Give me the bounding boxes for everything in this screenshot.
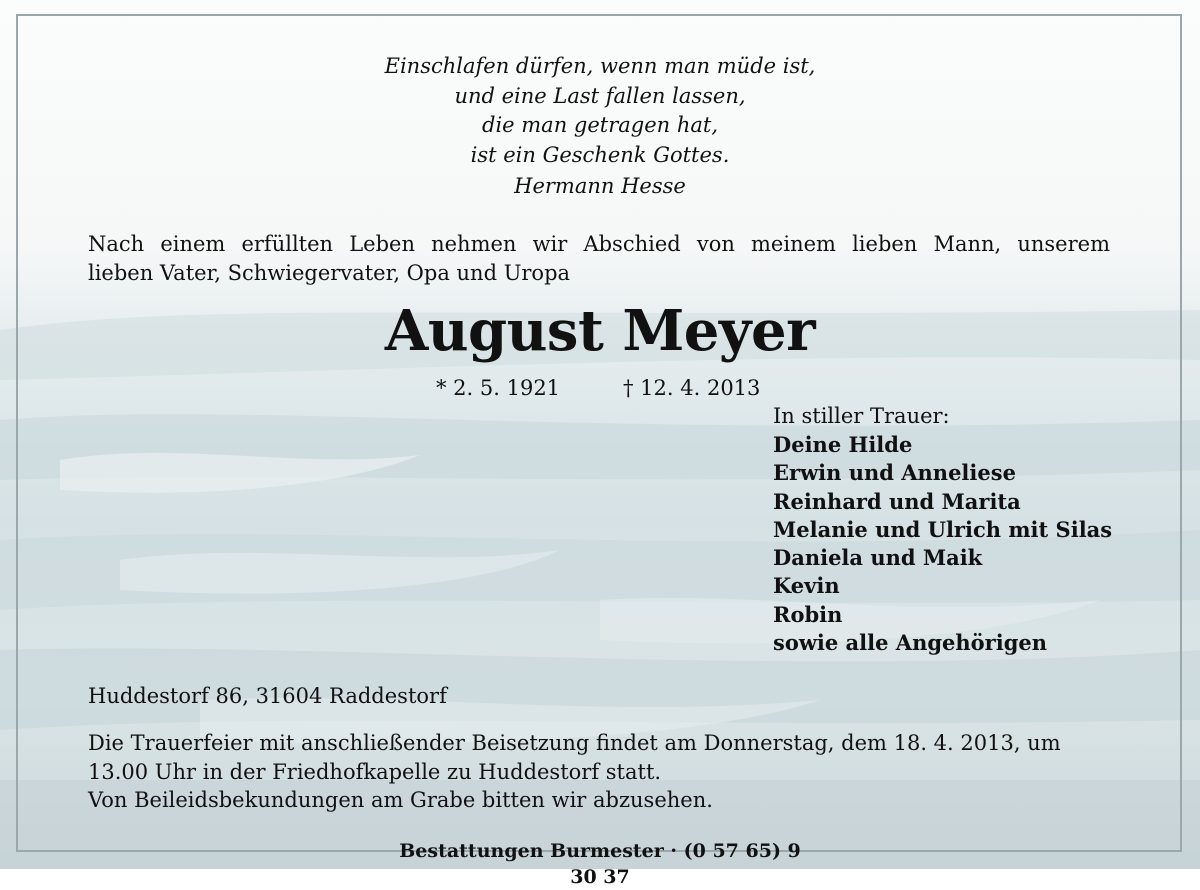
mourner-name: Daniela und Maik xyxy=(773,545,983,571)
poem-line: ist ein Geschenk Gottes. xyxy=(470,142,730,167)
mourner-name: Erwin und Anneliese xyxy=(773,460,1016,486)
mourner-name: Kevin xyxy=(773,573,840,599)
intro-text xyxy=(88,230,1110,288)
deceased-name: August Meyer xyxy=(384,298,816,364)
death-date: † 12. 4. 2013 xyxy=(623,376,761,400)
poem xyxy=(300,52,900,170)
poem-line: und eine Last fallen lassen, xyxy=(454,83,746,108)
funeral-home-footer: Bestattungen Burmester · (0 57 65) 9 30 37 xyxy=(399,840,801,888)
mourners-heading: In stiller Trauer: xyxy=(773,404,950,428)
service-line: Von Beileidsbekundungen am Grabe bitten wir abzusehen. xyxy=(88,788,713,812)
mourner-name: Robin xyxy=(773,601,843,627)
service-line: 13.00 Uhr in der Friedhofkapelle zu Huddestorf statt. xyxy=(88,759,662,784)
intro-line: lieben Vater, Schwiegervater, Opa und Uropa xyxy=(88,261,571,285)
birth-date: * 2. 5. 1921 xyxy=(436,376,561,400)
funeral-service-info xyxy=(88,729,1148,815)
poem-line: die man getragen hat, xyxy=(482,113,718,137)
mourner-name: sowie alle Angehörigen xyxy=(773,630,1048,656)
mourner-name: Reinhard und Marita xyxy=(773,488,1021,514)
mourners-list xyxy=(773,431,1112,657)
mourner-name: Melanie und Ulrich mit Silas xyxy=(773,516,1113,542)
intro-line: Nach einem erfüllten Leben nehmen wir Abschied von meinem lieben Mann, unserem xyxy=(88,232,1110,256)
mourner-name: Deine Hilde xyxy=(773,432,913,457)
poem-author: Hermann Hesse xyxy=(514,174,686,198)
service-line: Die Trauerfeier mit anschließender Beisetzung findet am Donnerstag, dem 18. 4. 2013, um xyxy=(88,731,1061,755)
family-address: Huddestorf 86, 31604 Raddestorf xyxy=(88,684,447,708)
poem-line: Einschlafen dürfen, wenn man müde ist, xyxy=(384,54,816,78)
